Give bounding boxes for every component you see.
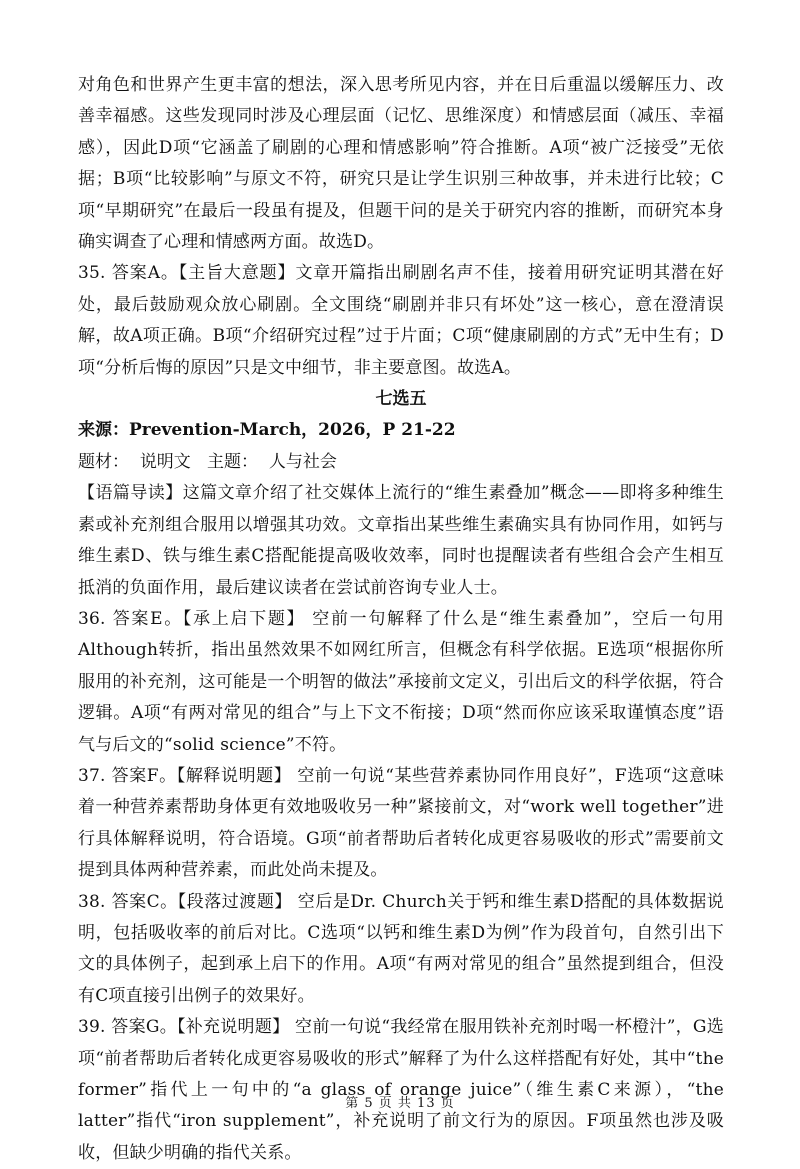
theme-label: 主题： [207,451,259,472]
document-body [78,70,724,1169]
genre-label: 题材： [78,451,129,472]
passage-guide-paragraph: 【语篇导读】这篇文章介绍了社交媒体上流行的“维生素叠加”概念——即将多种维生素或补充剂组合服用以增强其功效。文章指出某些维生素确实具有协同作用，如钙与维生素D、铁与维生素C搭配能提高吸收效率，同时也提醒读者有些组合会产生相互抵消的负面作用，最后建议读者在尝试前咨询专业人士。 [78,483,724,598]
source-line: 来源：Prevention-March，2026，P 21-22 [78,420,456,441]
answer-37-paragraph: 37. 答案F。【解释说明题】 空前一句说“某些营养素协同作用良好”，F选项“这意味着一种营养素帮助身体更有效地吸收另一种”紧接前文，对“work well together”进行具体解释说明，符合语境。G项“前者帮助后者转化成更容易吸收的形式”需要前文提到具体两种营养素，而此处尚未提及。 [78,765,724,881]
answer-38-paragraph: 38. 答案C。【段落过渡题】 空后是Dr. Church关于钙和维生素D搭配的具体数据说明，包括吸收率的前后对比。C选项“以钙和维生素D为例”作为段首句，自然引出下文的具体例子，起到承上启下的作用。A项“有两对常见的组合”虽然提到组合，但没有C项直接引出例子的效果好。 [78,891,724,1006]
meta-line [78,447,724,478]
intro-continuation-paragraph: 对角色和世界产生更丰富的想法，深入思考所见内容，并在日后重温以缓解压力、改善幸福感。这些发现同时涉及心理层面（记忆、思维深度）和情感层面（减压、幸福感），因此D项“它涵盖了刷剧的心理和情感影响”符合推断。A项“被广泛接受”无依据；B项“比较影响”与原文不符，研究只是让学生识别三种故事，并未进行比较；C项“早期研究”在最后一段虽有提及，但题干问的是关于研究内容的推断，而研究本身确实调查了心理和情感两方面。故选D。 [78,75,724,253]
genre-value: 说明文 [139,451,191,472]
section-title: 七选五 [375,389,427,410]
page-footer: 第 5 页 共 13 页 [345,1096,455,1111]
answer-39-paragraph: 39. 答案G。【补充说明题】 空前一句说“我经常在服用铁补充剂时喝一杯橙汁”，G选项“前者帮助后者转化成更容易吸收的形式”解释了为什么这样搭配有好处，其中“the former”指代上一句中的“a glass of orange juice”（维生素C来源），“the latter”指代“iron supplement”，补充说明了前文行为的原因。F项虽然也涉及吸收，但缺少明确的指代关系。 [78,1017,724,1163]
answer-36-paragraph: 36. 答案E。【承上启下题】 空前一句解释了什么是“维生素叠加”，空后一句用Although转折，指出虽然效果不如网红所言，但概念有科学依据。E选项“根据你所服用的补充剂，这可能是一个明智的做法”承接前文定义，引出后文的科学依据，符合逻辑。A项“有两对常见的组合”与上下文不衔接；D项“然而你应该采取谨慎态度”语气与后文的“solid science”不符。 [78,608,724,755]
theme-value: 人与社会 [268,451,337,472]
answer-35-paragraph: 35. 答案A。【主旨大意题】文章开篇指出刷剧名声不佳，接着用研究证明其潜在好处，最后鼓励观众放心刷剧。全文围绕“刷剧并非只有坏处”这一核心，意在澄清误解，故A项正确。B项“介绍研究过程”过于片面；C项“健康刷剧的方式”无中生有；D项“分析后悔的原因”只是文中细节，非主要意图。故选A。 [78,263,724,378]
